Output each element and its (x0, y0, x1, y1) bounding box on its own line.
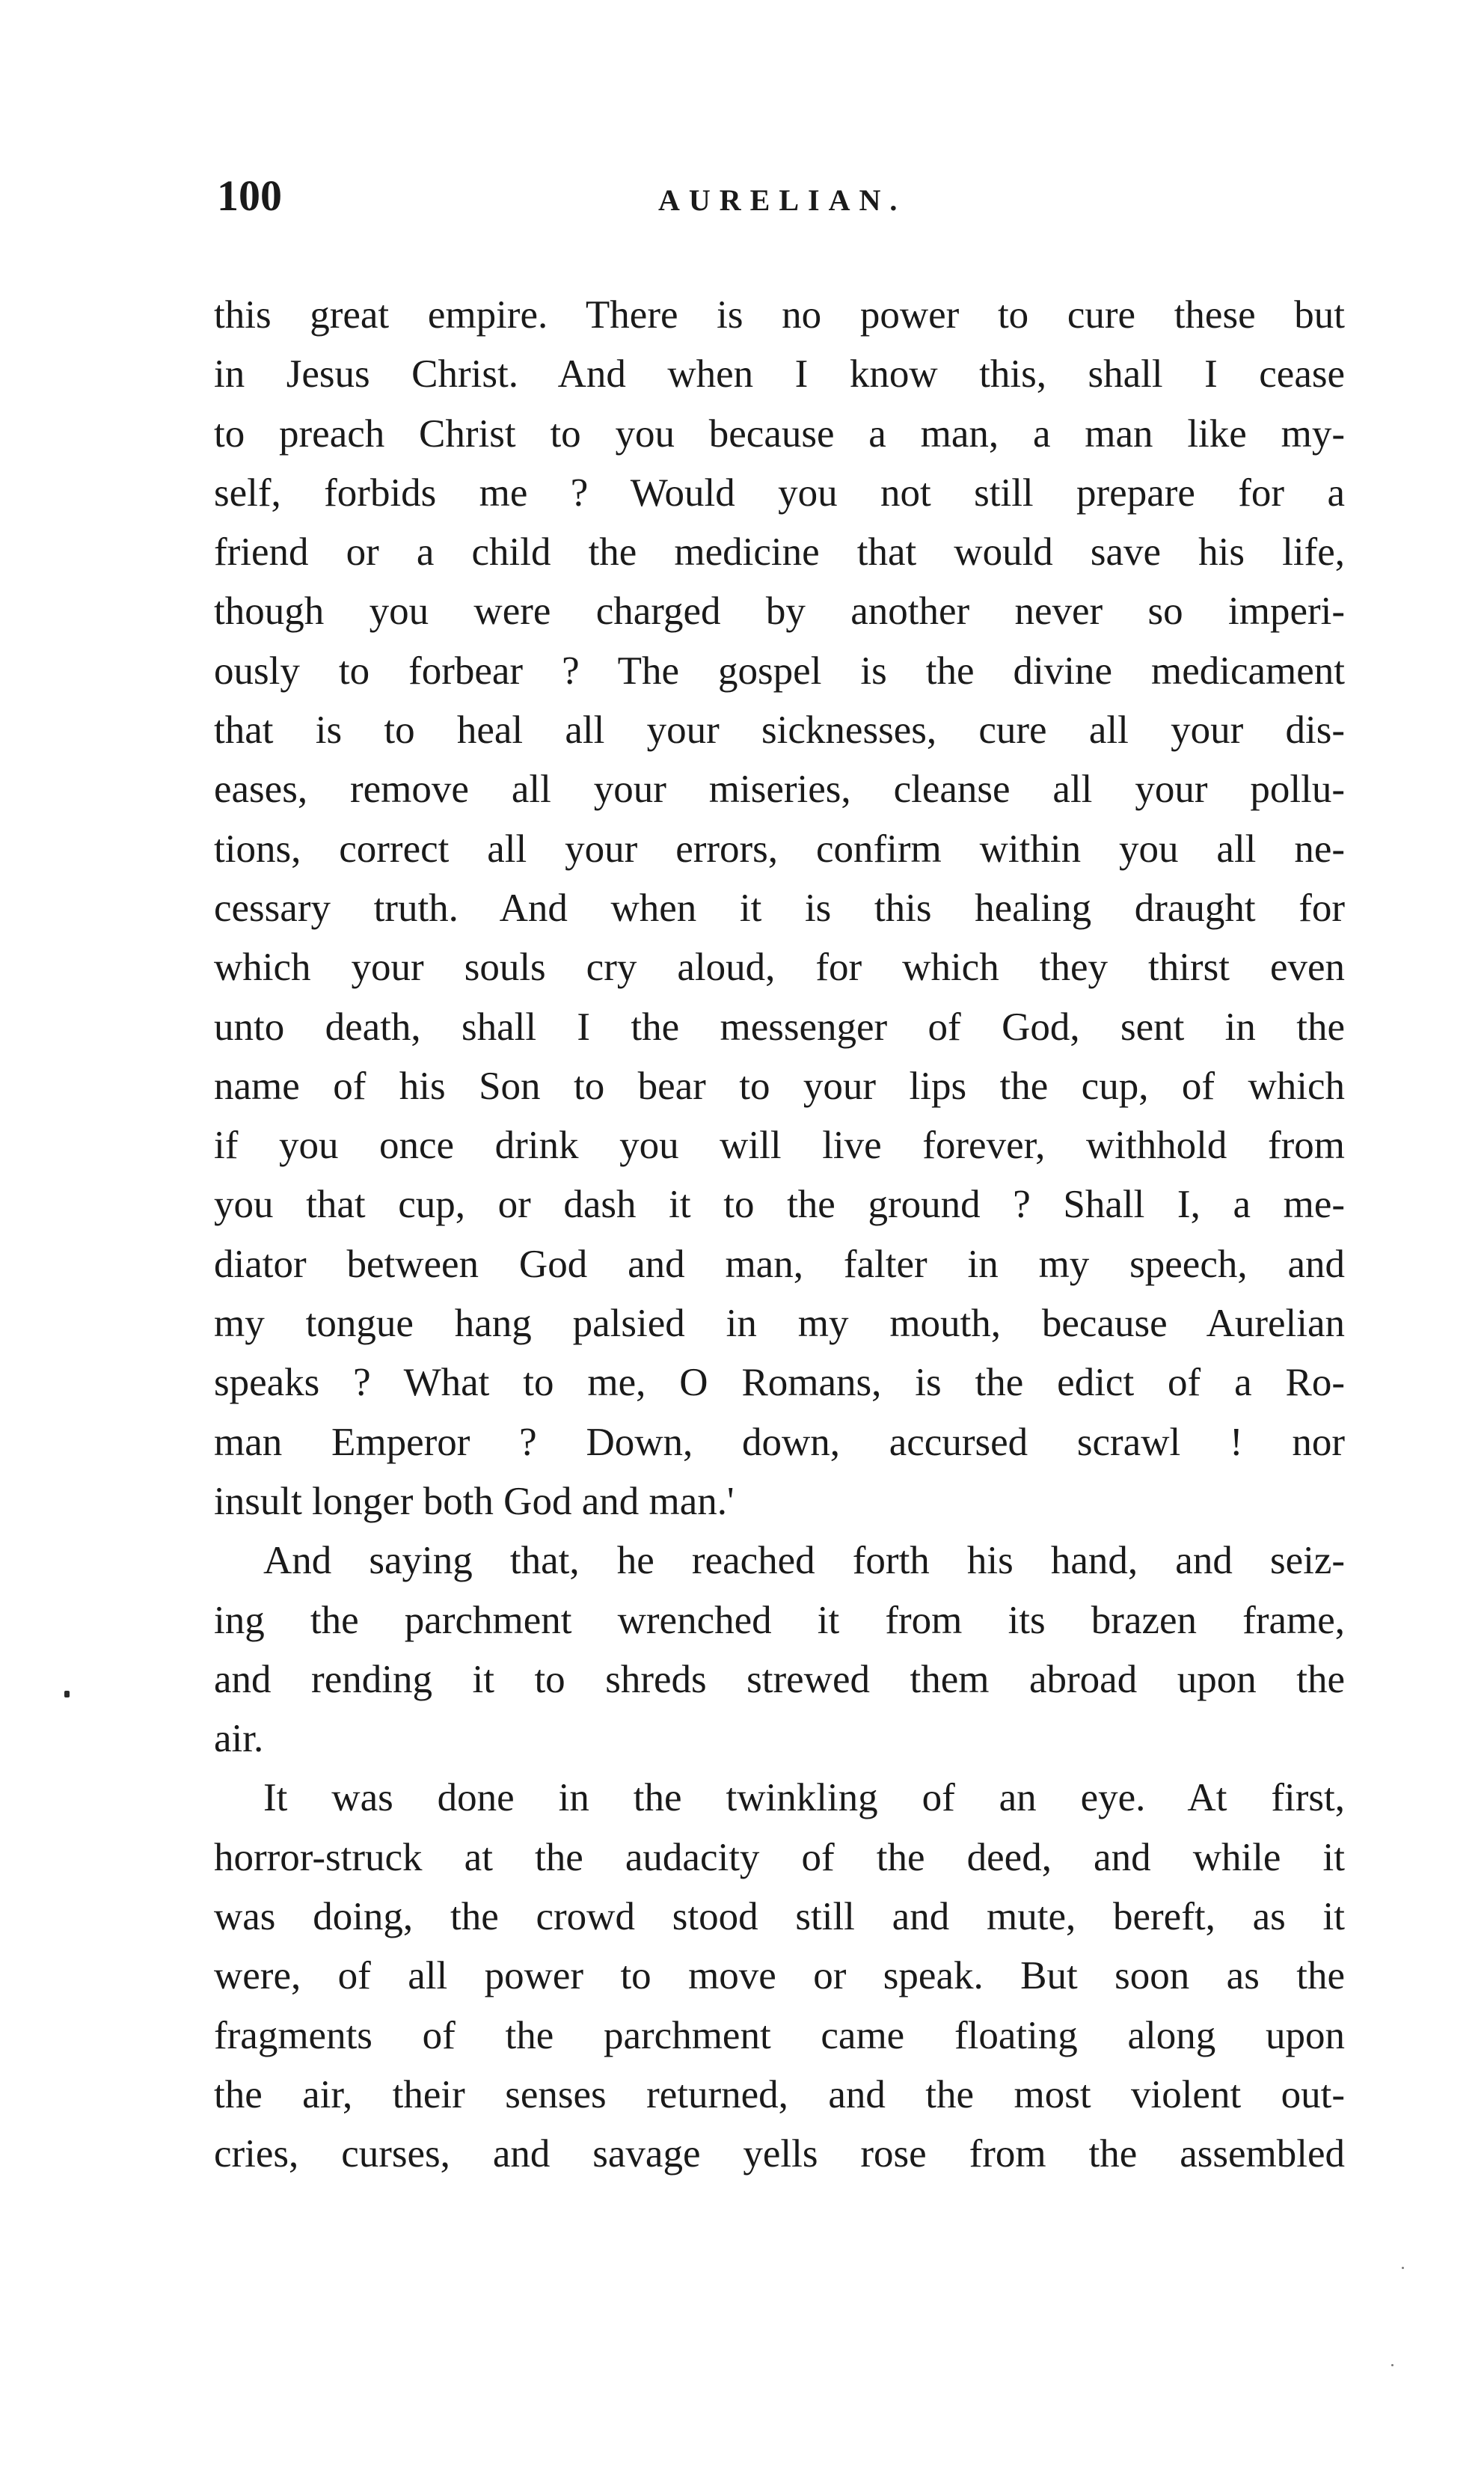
text-line: tions, correct all your errors, confirm within you all ne- (214, 827, 1345, 871)
paragraph (214, 1769, 1345, 2184)
page-number: 100 (217, 171, 282, 220)
text-line: ously to forbear ? The gospel is the divine medicament (214, 649, 1345, 693)
text-line: eases, remove all your miseries, cleanse all your pollu- (214, 768, 1345, 812)
text-line: It was done in the twinkling of an eye. At first, (263, 1776, 1345, 1820)
text-line: horror-struck at the audacity of the deed, and while it (214, 1835, 1345, 1879)
text-line: friend or a child the medicine that would save his life, (214, 530, 1345, 575)
text-line: my tongue hang palsied in my mouth, because Aurelian (214, 1302, 1345, 1346)
text-line: diator between God and man, falter in my speech, and (214, 1242, 1345, 1286)
text-line: and rending it to shreds strewed them abroad upon the (214, 1657, 1345, 1701)
text-line: the air, their senses returned, and the most violent out- (214, 2072, 1345, 2116)
margin-mark (64, 1691, 70, 1697)
text-line: air. (214, 1717, 264, 1761)
text-line: cessary truth. And when it is this healing draught for (214, 886, 1345, 930)
text-line: insult longer both God and man.' (214, 1479, 735, 1523)
text-line: were, of all power to move or speak. But soon as the (214, 1954, 1345, 1998)
paragraph (214, 1531, 1345, 1769)
text-line: And saying that, he reached forth his hand, and seiz- (263, 1539, 1345, 1583)
text-line: fragments of the parchment came floating along upon (214, 2013, 1345, 2057)
paper-speck (1391, 2364, 1393, 2366)
text-line: unto death, shall I the messenger of God, sent in the (214, 1005, 1345, 1049)
body-text (214, 286, 1345, 2184)
text-line: man Emperor ? Down, down, accursed scrawl ! nor (214, 1420, 1345, 1464)
text-line: ing the parchment wrenched it from its brazen frame, (214, 1598, 1345, 1642)
text-line: though you were charged by another never so imperi- (214, 590, 1345, 634)
text-line: name of his Son to bear to your lips the cup, of which (214, 1064, 1345, 1108)
text-line: this great empire. There is no power to cure these but (214, 293, 1345, 337)
text-line: which your souls cry aloud, for which they thirst even (214, 946, 1345, 990)
text-line: that is to heal all your sicknesses, cure all your dis- (214, 708, 1345, 753)
text-line: to preach Christ to you because a man, a man like my- (214, 411, 1345, 456)
running-head: AURELIAN. (658, 183, 907, 217)
text-line: self, forbids me ? Would you not still prepare for a (214, 471, 1345, 515)
page-header (217, 166, 1346, 226)
text-line: cries, curses, and savage yells rose from the assembled (214, 2132, 1345, 2176)
text-line: speaks ? What to me, O Romans, is the edict of a Ro- (214, 1361, 1345, 1405)
text-line: you that cup, or dash it to the ground ? Shall I, a me- (214, 1183, 1345, 1227)
paper-speck (1402, 2267, 1404, 2269)
paragraph (214, 286, 1345, 1531)
text-line: was doing, the crowd stood still and mute, bereft, as it (214, 1895, 1345, 1939)
text-line: if you once drink you will live forever, withhold from (214, 1124, 1345, 1168)
text-line: in Jesus Christ. And when I know this, shall I cease (214, 352, 1345, 397)
